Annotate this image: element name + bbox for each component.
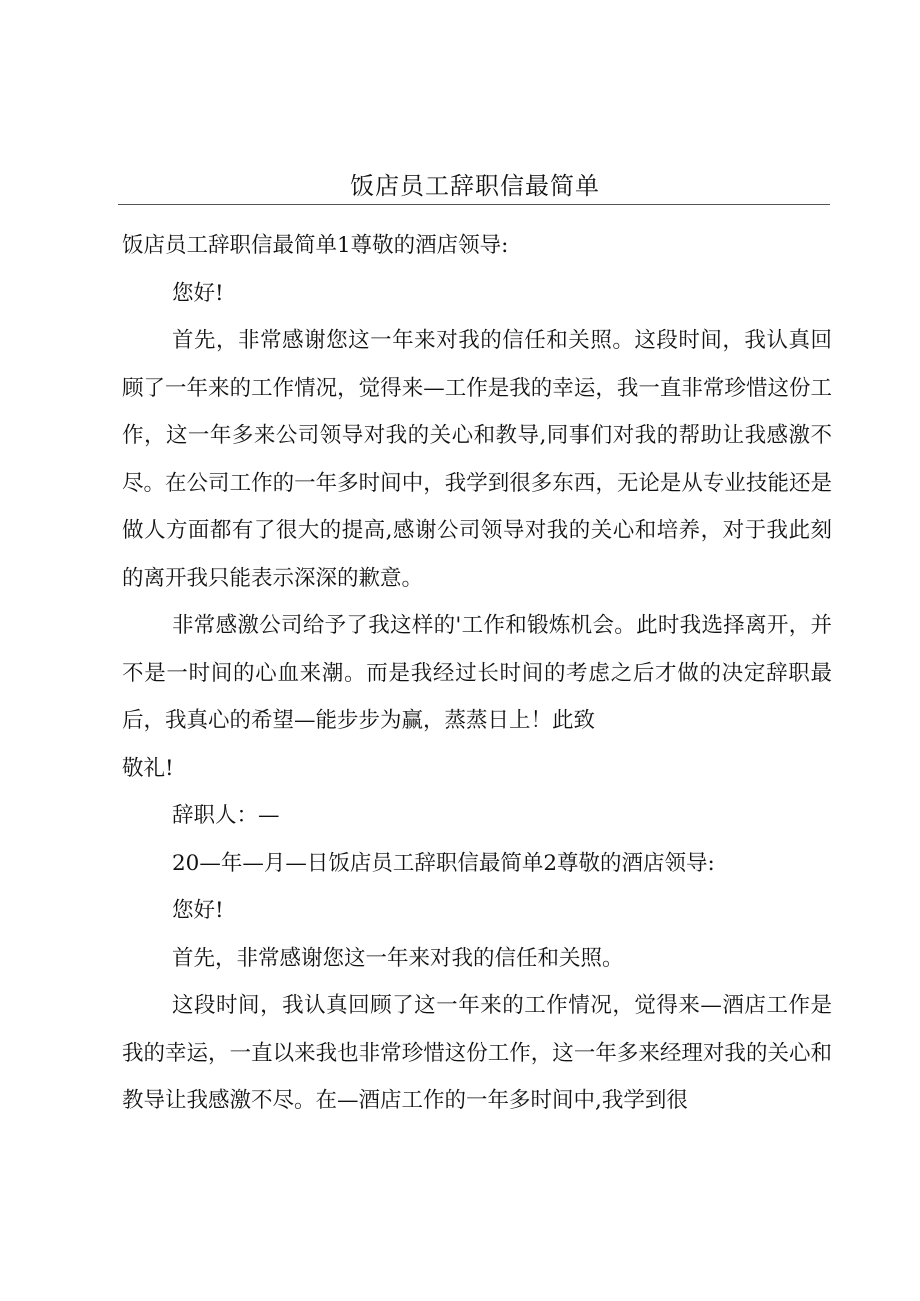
greeting-paragraph: 您好! <box>172 898 224 923</box>
date-and-second-letter-heading: 20—年—月—日饭店员工辞职信最简单2尊敬的酒店领导: <box>172 850 715 876</box>
document-body <box>122 222 832 1125</box>
greeting-paragraph: 您好! <box>172 280 224 306</box>
body-paragraph: 首先，非常感谢您这一年来对我的信任和关照。 <box>172 945 624 971</box>
body-paragraph: 非常感激公司给予了我这样的'工作和锻炼机会。此时我选择离开，并不是一时间的心血来潮。而是我经过长时间的考虑之后才做的决定辞职最后，我真心的希望—能步步为赢，蒸蒸日上！此致 <box>122 613 832 733</box>
signature-paragraph: 辞职人：— <box>172 803 280 828</box>
title-underline <box>118 204 830 205</box>
salutation-paragraph: 饭店员工辞职信最简单1尊敬的酒店领导: <box>122 233 509 258</box>
body-paragraph: 首先，非常感谢您这一年来对我的信任和关照。这段时间，我认真回顾了一年来的工作情况，觉得来—工作是我的幸运，我一直非常珍惜这份工作，这一年多来公司领导对我的关心和教导,同事们对我的帮助让我感激不尽。在公司工作的一年多时间中，我学到很多东西，无论是从专业技能还是做人方面都有了很大的提高,感谢公司领导对我的关心和培养，对于我此刻的离开我只能表示深深的歉意。 <box>122 328 832 591</box>
closing-paragraph: 敬礼! <box>122 755 174 781</box>
body-paragraph: 这段时间，我认真回顾了这一年来的工作情况，觉得来—酒店工作是我的幸运，一直以来我也非常珍惜这份工作，这一年多来经理对我的关心和教导让我感激不尽。在—酒店工作的一年多时间中,我学到很 <box>122 993 832 1113</box>
document-title: 饭店员工辞职信最简单 <box>350 172 600 200</box>
